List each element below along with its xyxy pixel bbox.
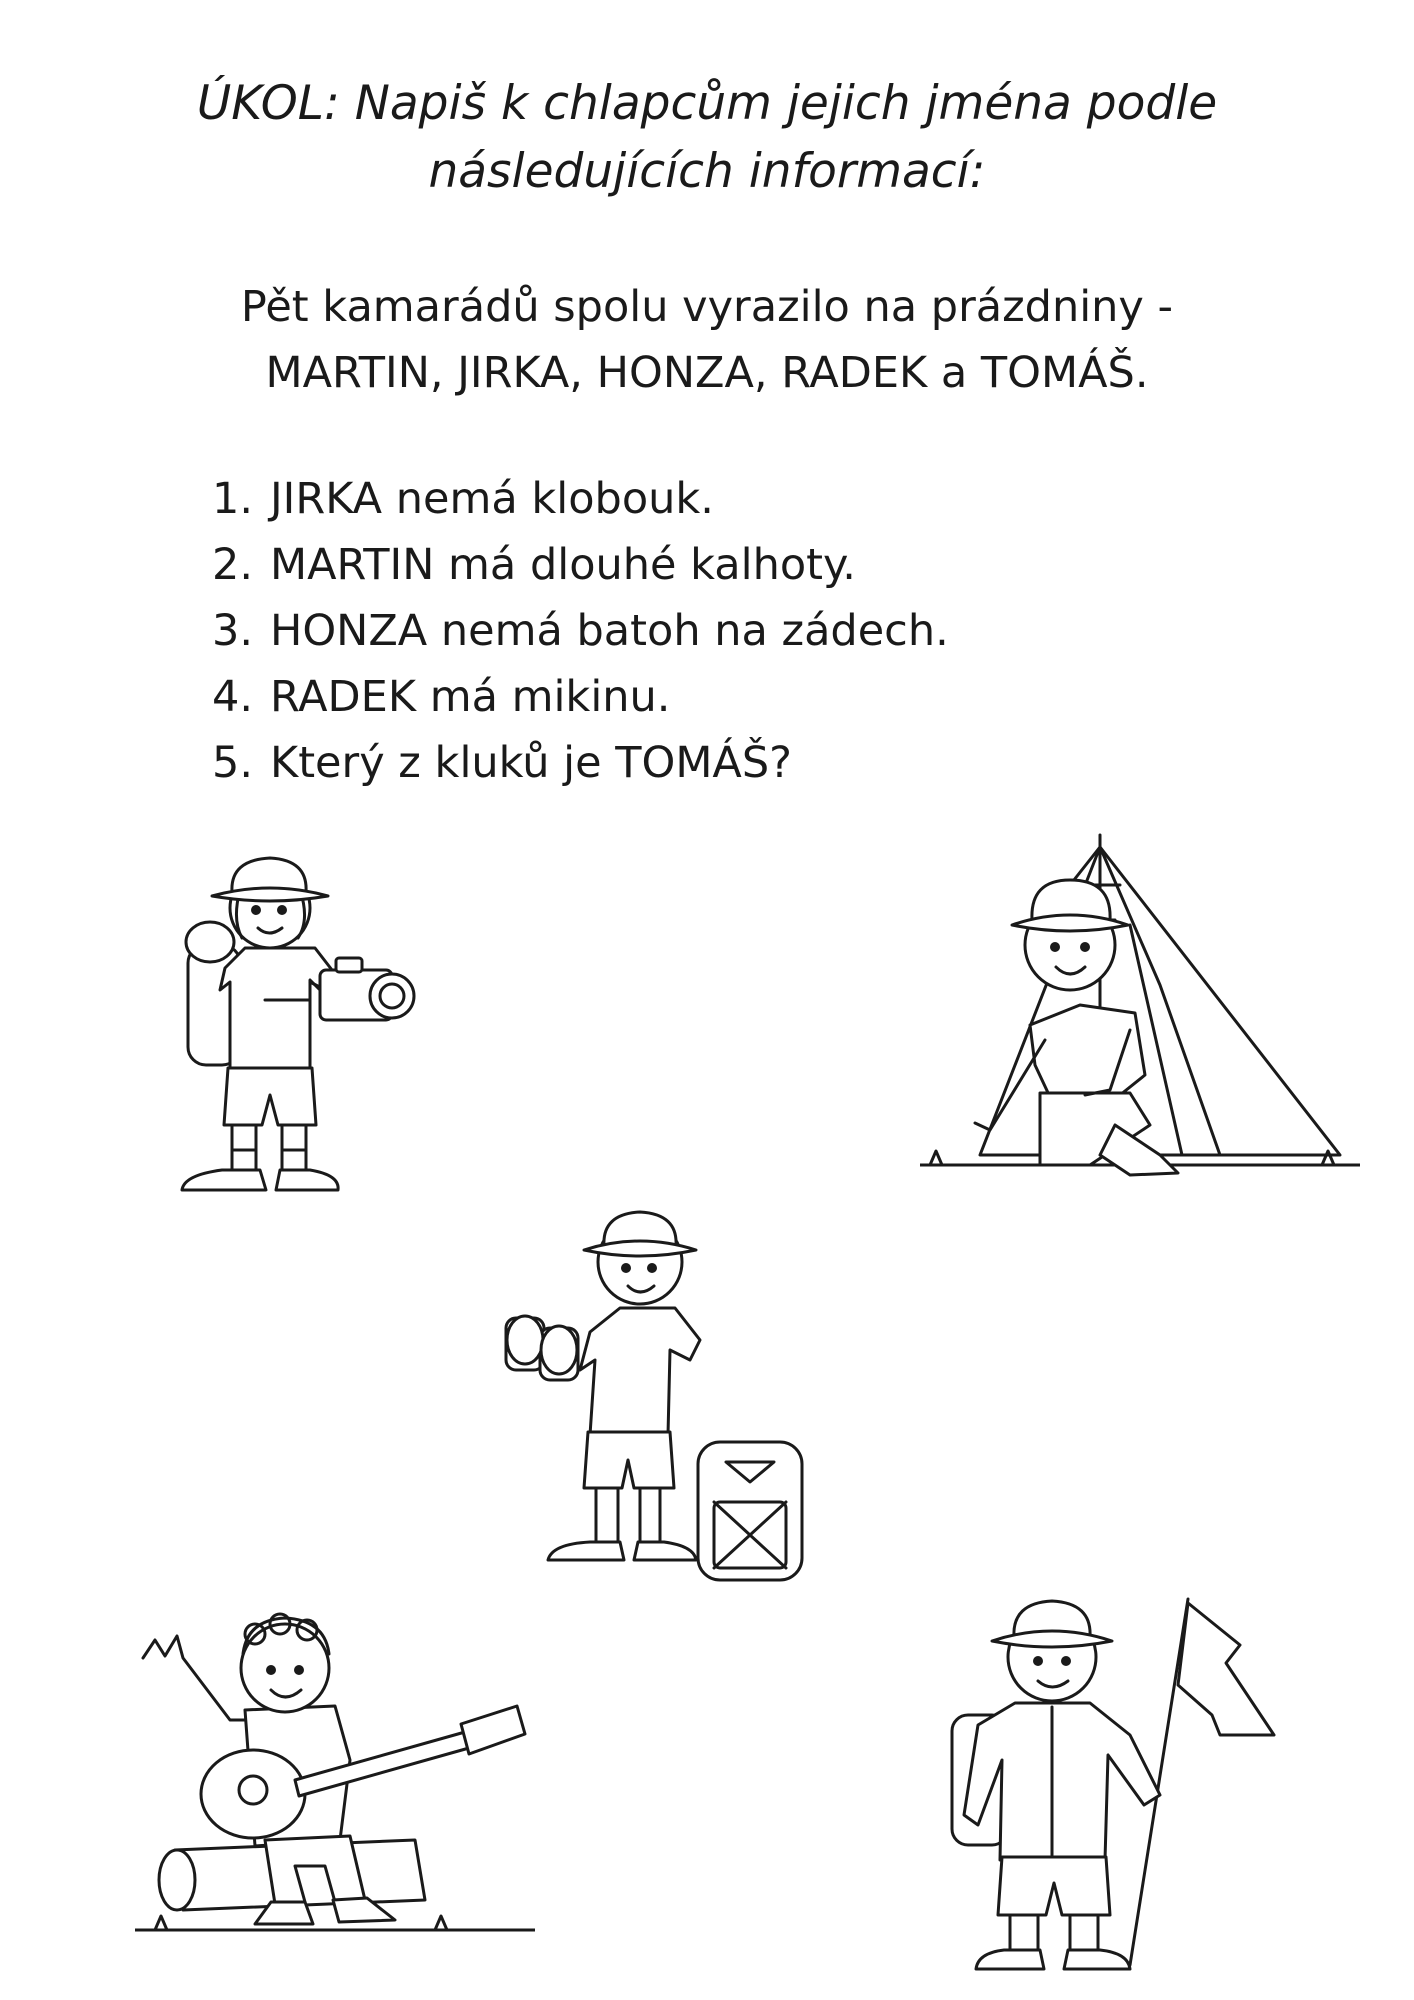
clue-text: MARTIN má dlouhé kalhoty. bbox=[270, 540, 856, 590]
intro-paragraph bbox=[0, 274, 1414, 406]
clue-item bbox=[212, 598, 949, 664]
clue-number: 5. bbox=[212, 738, 254, 788]
backpack-icon bbox=[698, 1442, 802, 1580]
boy-with-camera-illustration bbox=[170, 850, 430, 1220]
clue-number: 1. bbox=[212, 474, 254, 524]
clue-item bbox=[212, 466, 949, 532]
boy-at-tent-illustration bbox=[920, 825, 1360, 1225]
clue-number: 2. bbox=[212, 540, 254, 590]
flag-icon bbox=[1178, 1603, 1274, 1735]
clue-item bbox=[212, 664, 949, 730]
clue-text: Který z kluků je TOMÁŠ? bbox=[270, 738, 792, 788]
task-heading bbox=[0, 70, 1414, 206]
clue-list bbox=[212, 466, 949, 796]
boy-with-binoculars-illustration bbox=[500, 1210, 810, 1590]
clue-number: 3. bbox=[212, 606, 254, 656]
intro-line-2: MARTIN, JIRKA, HONZA, RADEK a TOMÁŠ. bbox=[265, 348, 1149, 398]
clue-text: HONZA nemá batoh na zádech. bbox=[270, 606, 949, 656]
task-heading-line-2: následujících informací: bbox=[428, 144, 986, 199]
tent-icon bbox=[980, 847, 1340, 1155]
task-heading-line-1: ÚKOL: Napiš k chlapcům jejich jména podle bbox=[196, 76, 1218, 131]
binoculars-icon bbox=[506, 1316, 578, 1380]
clue-text: RADEK má mikinu. bbox=[270, 672, 671, 722]
clue-item bbox=[212, 730, 949, 796]
intro-line-1: Pět kamarádů spolu vyrazilo na prázdniny - bbox=[240, 282, 1174, 332]
clue-text: JIRKA nemá klobouk. bbox=[270, 474, 714, 524]
boy-with-flag-illustration bbox=[930, 1585, 1290, 1980]
boy-with-guitar-illustration bbox=[135, 1610, 535, 1950]
clue-number: 4. bbox=[212, 672, 254, 722]
clue-item bbox=[212, 532, 949, 598]
